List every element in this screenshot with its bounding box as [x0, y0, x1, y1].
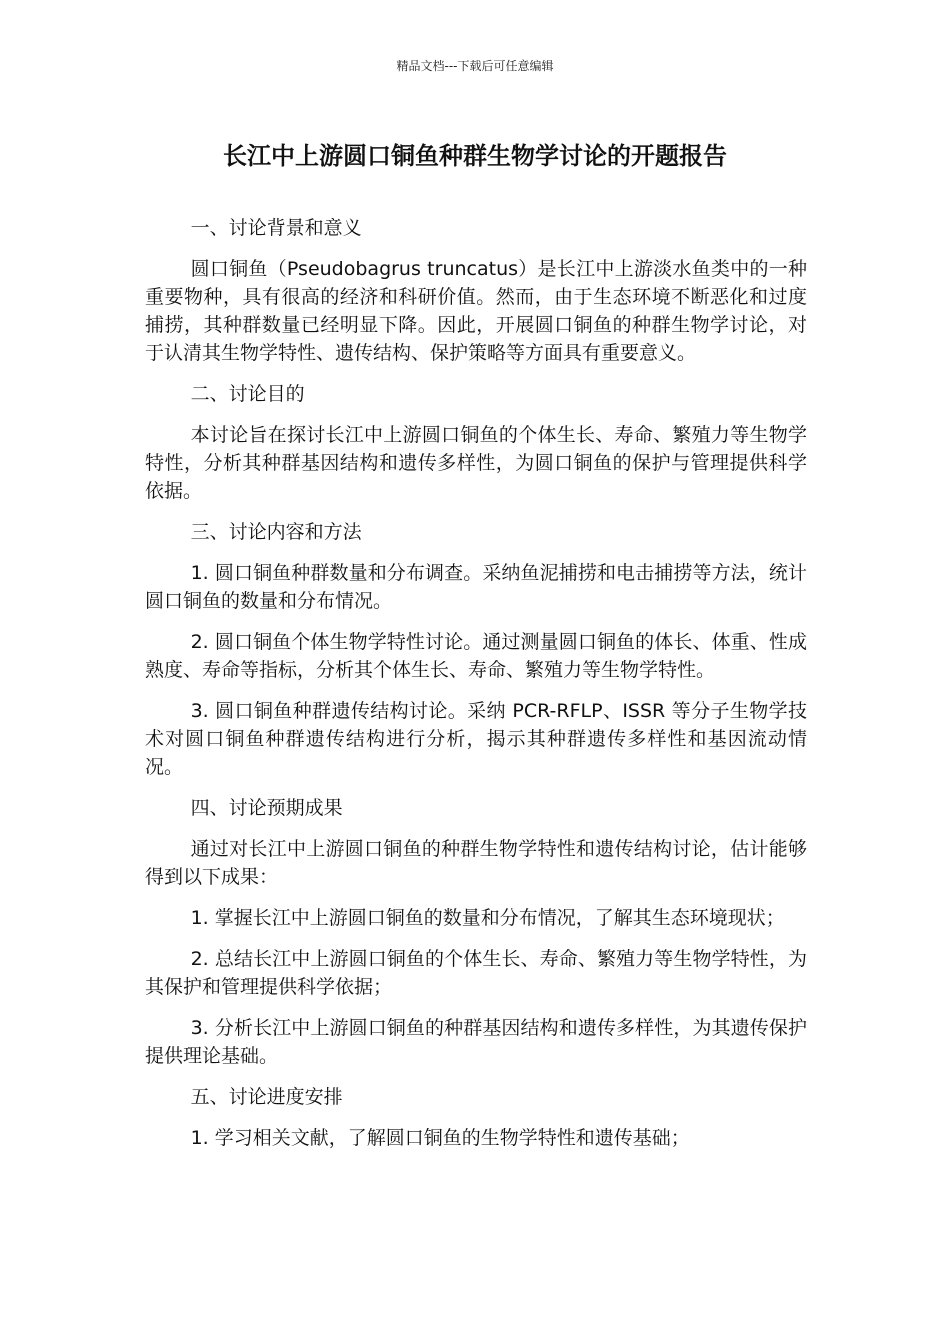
- section-heading-background: 一、讨论背景和意义: [190, 217, 362, 239]
- document-body: [145, 214, 807, 1165]
- page-header: 精品文档---下载后可任意编辑: [396, 59, 554, 73]
- section-heading-content-methods: 三、讨论内容和方法: [190, 521, 362, 543]
- paragraph-background: 圆口铜鱼（Pseudobagrus truncatus）是长江中上游淡水鱼类中的一种重要物种，具有很高的经济和科研价值。然而，由于生态环境不断恶化和过度捕捞，其种群数量已经明显下降。因此，开展圆口铜鱼的种群生物学讨论，对于认清其生物学特性、遗传结构、保护策略等方面具有重要意义。: [145, 258, 807, 364]
- list-item-method-1: 1. 圆口铜鱼种群数量和分布调查。采纳鱼泥捕捞和电击捕捞等方法，统计圆口铜鱼的数量和分布情况。: [145, 562, 807, 612]
- list-item-method-2: 2. 圆口铜鱼个体生物学特性讨论。通过测量圆口铜鱼的体长、体重、性成熟度、寿命等指标，分析其个体生长、寿命、繁殖力等生物学特性。: [145, 631, 807, 681]
- document-title: 长江中上游圆口铜鱼种群生物学讨论的开题报告: [223, 142, 727, 170]
- list-item-schedule-1: 1. 学习相关文献，了解圆口铜鱼的生物学特性和遗传基础；: [190, 1127, 690, 1149]
- section-heading-expected-results: 四、讨论预期成果: [190, 797, 343, 819]
- list-item-result-1: 1. 掌握长江中上游圆口铜鱼的数量和分布情况，了解其生态环境现状；: [190, 907, 785, 929]
- paragraph-purpose: 本讨论旨在探讨长江中上游圆口铜鱼的个体生长、寿命、繁殖力等生物学特性，分析其种群基因结构和遗传多样性，为圆口铜鱼的保护与管理提供科学依据。: [145, 424, 807, 502]
- paragraph-expected-results: 通过对长江中上游圆口铜鱼的种群生物学特性和遗传结构讨论，估计能够得到以下成果：: [145, 838, 807, 888]
- section-heading-schedule: 五、讨论进度安排: [190, 1086, 343, 1108]
- list-item-result-2: 2. 总结长江中上游圆口铜鱼的个体生长、寿命、繁殖力等生物学特性，为其保护和管理提供科学依据；: [145, 948, 807, 998]
- list-item-result-3: 3. 分析长江中上游圆口铜鱼的种群基因结构和遗传多样性，为其遗传保护提供理论基础。: [145, 1017, 807, 1067]
- section-heading-purpose: 二、讨论目的: [190, 383, 305, 405]
- list-item-method-3: 3. 圆口铜鱼种群遗传结构讨论。采纳 PCR-RFLP、ISSR 等分子生物学技术对圆口铜鱼种群遗传结构进行分析，揭示其种群遗传多样性和基因流动情况。: [145, 700, 807, 778]
